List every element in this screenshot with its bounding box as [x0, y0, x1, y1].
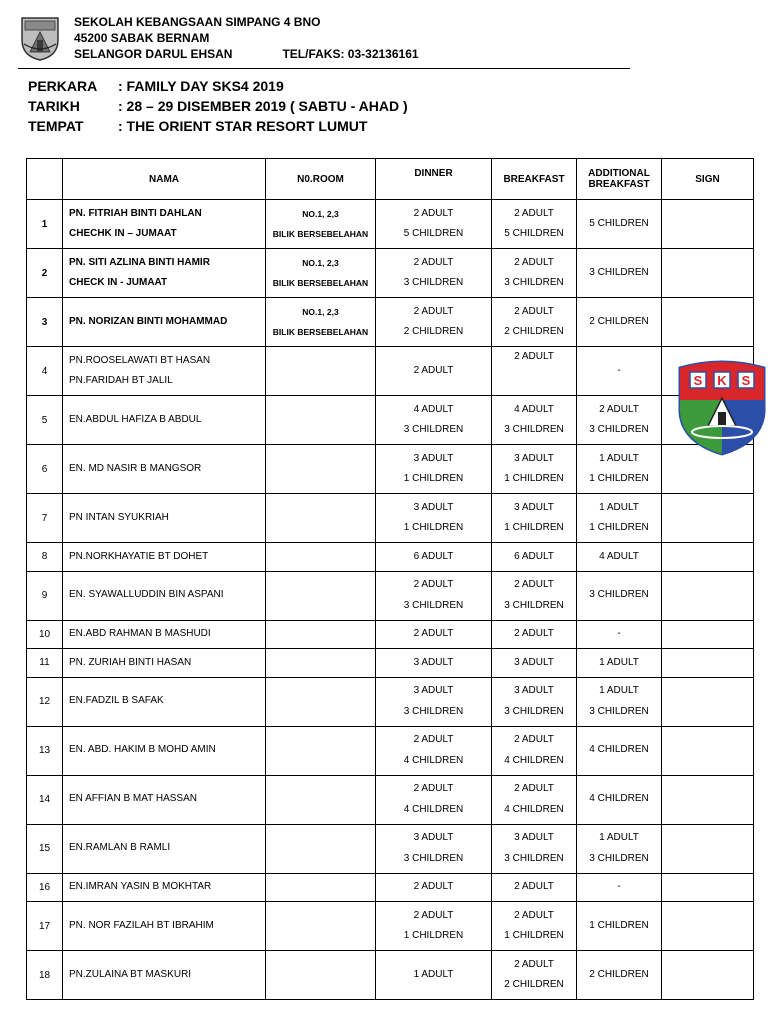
additional-breakfast-cell-line: 2 CHILDREN	[589, 315, 649, 327]
dinner-cell-line: 1 CHILDREN	[403, 522, 464, 533]
room-cell	[266, 494, 376, 543]
name-cell	[63, 445, 266, 494]
attendance-table	[26, 158, 754, 1000]
breakfast-cell-line: 4 CHILDREN	[504, 803, 564, 815]
breakfast-cell-line: 2 ADULT	[514, 256, 554, 268]
dinner-cell	[376, 494, 492, 543]
breakfast-cell	[492, 873, 577, 902]
dinner-cell-line: 3 ADULT	[413, 832, 454, 843]
additional-breakfast-cell	[577, 396, 662, 445]
dinner-cell-line: 2 ADULT	[413, 207, 454, 219]
additional-breakfast-cell	[577, 951, 662, 1000]
name-cell	[63, 824, 266, 873]
breakfast-cell	[492, 445, 577, 494]
header-sign: SIGN	[662, 159, 754, 200]
additional-breakfast-cell-line: -	[617, 364, 621, 376]
name-cell-line: EN. SYAWALLUDDIN BIN ASPANI	[69, 589, 224, 601]
room-cell-line: NO.1, 2,3	[302, 306, 339, 317]
name-cell	[63, 494, 266, 543]
header-room: N0.ROOM	[266, 159, 376, 200]
breakfast-cell-line: 2 ADULT	[514, 351, 554, 362]
sign-cell[interactable]	[662, 775, 754, 824]
room-cell-line: BILIK BERSEBELAHAN	[272, 278, 369, 288]
dinner-cell	[376, 726, 492, 775]
additional-breakfast-cell-line: 3 CHILDREN	[589, 589, 649, 601]
dinner-cell	[376, 677, 492, 726]
additional-breakfast-cell-line: -	[617, 881, 621, 892]
additional-breakfast-cell-line: 4 CHILDREN	[589, 744, 649, 756]
school-address-block	[74, 14, 419, 62]
dinner-cell	[376, 347, 492, 396]
row-number: 8	[27, 543, 63, 572]
breakfast-cell	[492, 396, 577, 445]
name-cell-line: PN. ZURIAH BINTI HASAN	[69, 656, 192, 668]
row-number: 1	[27, 200, 63, 249]
additional-breakfast-cell	[577, 445, 662, 494]
sign-cell[interactable]	[662, 571, 754, 620]
breakfast-cell	[492, 620, 577, 649]
additional-breakfast-cell	[577, 726, 662, 775]
breakfast-cell-line: 3 CHILDREN	[504, 852, 564, 864]
table-row	[27, 200, 754, 249]
name-cell	[63, 775, 266, 824]
additional-breakfast-cell	[577, 543, 662, 572]
sign-cell[interactable]	[662, 649, 754, 678]
header-additional-line1: ADDITIONAL	[588, 168, 650, 179]
telephone-fax: TEL/FAKS: 03-32136161	[282, 47, 419, 61]
room-cell-line: BILIK BERSEBELAHAN	[272, 327, 369, 337]
breakfast-cell	[492, 494, 577, 543]
dinner-cell	[376, 620, 492, 649]
additional-breakfast-cell-line: 3 CHILDREN	[589, 852, 649, 864]
event-details	[28, 76, 408, 136]
breakfast-cell-line: 1 CHILDREN	[504, 930, 564, 941]
name-cell-line: PN.NORKHAYATIE BT DOHET	[69, 550, 209, 562]
dinner-cell	[376, 873, 492, 902]
name-cell	[63, 649, 266, 678]
additional-breakfast-cell	[577, 200, 662, 249]
dinner-cell-line: 2 ADULT	[413, 256, 454, 268]
table-header-row	[27, 159, 754, 200]
room-cell	[266, 677, 376, 726]
table-row	[27, 902, 754, 951]
name-cell	[63, 677, 266, 726]
room-cell-line: NO.1, 2,3	[302, 257, 339, 268]
breakfast-cell-line: 2 ADULT	[514, 305, 554, 317]
name-cell	[63, 347, 266, 396]
name-cell	[63, 951, 266, 1000]
room-cell	[266, 726, 376, 775]
additional-breakfast-cell	[577, 494, 662, 543]
room-cell-line: NO.1, 2,3	[302, 208, 339, 219]
breakfast-cell-line: 2 ADULT	[514, 579, 554, 590]
row-number: 13	[27, 726, 63, 775]
name-cell-line: EN.RAMLAN B RAMLI	[69, 842, 171, 854]
sign-cell[interactable]	[662, 902, 754, 951]
dinner-cell	[376, 396, 492, 445]
breakfast-cell-line: 1 CHILDREN	[504, 473, 564, 484]
dinner-cell-line: 2 CHILDREN	[403, 326, 464, 337]
additional-breakfast-cell	[577, 902, 662, 951]
row-number: 7	[27, 494, 63, 543]
room-cell	[266, 298, 376, 347]
dinner-cell	[376, 824, 492, 873]
breakfast-cell	[492, 677, 577, 726]
breakfast-cell-line: 3 ADULT	[514, 685, 554, 696]
additional-breakfast-cell	[577, 298, 662, 347]
name-cell-line: EN. ABD. HAKIM B MOHD AMIN	[69, 744, 216, 756]
additional-breakfast-cell-line: 3 CHILDREN	[589, 266, 649, 278]
room-cell	[266, 873, 376, 902]
additional-breakfast-cell-line: 2 CHILDREN	[589, 968, 649, 980]
table-row	[27, 677, 754, 726]
breakfast-cell-line: 3 CHILDREN	[504, 599, 564, 611]
name-cell	[63, 298, 266, 347]
room-cell	[266, 902, 376, 951]
room-cell	[266, 396, 376, 445]
dinner-cell-line: 6 ADULT	[413, 550, 454, 562]
dinner-cell-line: 3 CHILDREN	[403, 705, 464, 717]
name-cell-line: PN. NOR FAZILAH BT IBRAHIM	[69, 919, 214, 931]
header-dinner: DINNER	[376, 159, 492, 200]
name-cell	[63, 873, 266, 902]
breakfast-cell-line: 2 ADULT	[514, 734, 554, 745]
room-cell	[266, 775, 376, 824]
name-cell-line: PN. FITRIAH BINTI DAHLAN	[69, 207, 202, 219]
name-cell-line: PN. NORIZAN BINTI MOHAMMAD	[69, 315, 228, 327]
row-number: 18	[27, 951, 63, 1000]
sign-cell[interactable]	[662, 620, 754, 649]
name-cell	[63, 396, 266, 445]
logo-letter-k: K	[717, 373, 727, 388]
table-row	[27, 445, 754, 494]
dinner-cell-line: 3 ADULT	[413, 501, 454, 513]
breakfast-cell-line: 2 CHILDREN	[504, 326, 564, 337]
breakfast-cell	[492, 649, 577, 678]
school-name: SEKOLAH KEBANGSAAN SIMPANG 4 BNO	[74, 15, 321, 29]
additional-breakfast-cell-line: 1 ADULT	[599, 832, 639, 843]
additional-breakfast-cell-line: 1 ADULT	[599, 685, 639, 696]
name-cell-line: PN.FARIDAH BT JALIL	[69, 375, 173, 386]
breakfast-cell	[492, 951, 577, 1000]
header-breakfast: BREAKFAST	[492, 159, 577, 200]
table-row	[27, 873, 754, 902]
tarikh-label: TARIKH	[28, 98, 80, 114]
sign-cell[interactable]	[662, 494, 754, 543]
additional-breakfast-cell	[577, 249, 662, 298]
breakfast-cell	[492, 775, 577, 824]
dinner-cell-line: 3 CHILDREN	[403, 599, 464, 611]
additional-breakfast-cell-line: 4 CHILDREN	[589, 793, 649, 805]
sign-cell[interactable]	[662, 249, 754, 298]
table-body	[27, 200, 754, 1000]
row-number: 15	[27, 824, 63, 873]
additional-breakfast-cell-line: 1 CHILDREN	[589, 919, 649, 931]
additional-breakfast-cell-line: 1 ADULT	[599, 501, 639, 513]
table-row	[27, 298, 754, 347]
dinner-cell	[376, 249, 492, 298]
tarikh-value: : 28 – 29 DISEMBER 2019 ( SABTU - AHAD )	[118, 98, 408, 114]
dinner-cell-line: 3 CHILDREN	[403, 424, 464, 435]
table-row	[27, 649, 754, 678]
header-no	[27, 159, 63, 200]
row-number: 3	[27, 298, 63, 347]
table-row	[27, 620, 754, 649]
breakfast-cell	[492, 726, 577, 775]
sign-cell[interactable]	[662, 951, 754, 1000]
dinner-cell-line: 3 CHILDREN	[403, 277, 464, 288]
breakfast-cell-line: 3 ADULT	[514, 656, 554, 668]
room-cell	[266, 620, 376, 649]
name-cell	[63, 902, 266, 951]
dinner-cell-line: 3 ADULT	[413, 452, 454, 464]
dinner-cell-line: 2 ADULT	[413, 305, 454, 317]
dinner-cell	[376, 298, 492, 347]
tempat-value: : THE ORIENT STAR RESORT LUMUT	[118, 118, 368, 134]
name-cell-line: EN.ABDUL HAFIZA B ABDUL	[69, 413, 202, 425]
tempat-label: TEMPAT	[28, 118, 84, 134]
dinner-cell	[376, 951, 492, 1000]
dinner-cell-line: 4 CHILDREN	[403, 803, 464, 815]
breakfast-cell-line: 2 ADULT	[514, 958, 554, 970]
dinner-cell-line: 2 ADULT	[413, 579, 454, 590]
row-number: 14	[27, 775, 63, 824]
breakfast-cell-line: 2 ADULT	[514, 207, 554, 219]
additional-breakfast-cell-line: 5 CHILDREN	[589, 217, 649, 229]
logo-letter-s1: S	[693, 373, 703, 388]
dinner-cell	[376, 649, 492, 678]
breakfast-cell	[492, 571, 577, 620]
additional-breakfast-cell-line: -	[617, 628, 621, 639]
breakfast-cell-line: 3 ADULT	[514, 452, 554, 464]
dinner-cell	[376, 775, 492, 824]
table-row	[27, 824, 754, 873]
sign-cell[interactable]	[662, 677, 754, 726]
header-additional-line2: BREAKFAST	[588, 179, 650, 190]
table-row	[27, 347, 754, 396]
row-number: 5	[27, 396, 63, 445]
dinner-cell-line: 4 CHILDREN	[403, 754, 464, 766]
additional-breakfast-cell-line: 1 CHILDREN	[589, 522, 649, 533]
sign-cell[interactable]	[662, 824, 754, 873]
name-cell-line: EN.ABD RAHMAN B MASHUDI	[69, 628, 211, 639]
dinner-cell-line: 4 ADULT	[413, 403, 454, 415]
additional-breakfast-cell-line: 2 ADULT	[599, 403, 639, 415]
breakfast-cell-line: 3 CHILDREN	[504, 705, 564, 717]
dinner-cell-line: 2 ADULT	[413, 881, 454, 892]
name-cell-line: CHECHK IN – JUMAAT	[69, 228, 177, 239]
room-cell	[266, 951, 376, 1000]
dinner-cell-line: 1 CHILDREN	[403, 473, 464, 484]
address-line-1: 45200 SABAK BERNAM	[74, 31, 210, 45]
sign-cell[interactable]	[662, 200, 754, 249]
sign-cell[interactable]	[662, 543, 754, 572]
additional-breakfast-cell	[577, 677, 662, 726]
table-row	[27, 726, 754, 775]
dinner-cell-line: 3 ADULT	[413, 656, 454, 668]
room-cell	[266, 445, 376, 494]
room-cell-line: BILIK BERSEBELAHAN	[272, 229, 369, 239]
dinner-cell-line: 2 ADULT	[413, 783, 454, 794]
dinner-cell	[376, 445, 492, 494]
name-cell-line: EN.FADZIL B SAFAK	[69, 695, 164, 707]
dinner-cell-line: 2 ADULT	[413, 628, 454, 639]
additional-breakfast-cell	[577, 571, 662, 620]
additional-breakfast-cell	[577, 873, 662, 902]
name-cell-line: PN INTAN SYUKRIAH	[69, 511, 169, 523]
breakfast-cell-line: 5 CHILDREN	[504, 228, 564, 239]
additional-breakfast-cell-line: 1 CHILDREN	[589, 473, 649, 484]
row-number: 4	[27, 347, 63, 396]
dinner-cell-line: 2 ADULT	[413, 364, 454, 376]
dinner-cell	[376, 902, 492, 951]
dinner-cell-line: 1 ADULT	[413, 968, 454, 980]
additional-breakfast-cell	[577, 775, 662, 824]
name-cell-line: CHECK IN - JUMAAT	[69, 277, 168, 288]
breakfast-cell-line: 2 ADULT	[514, 628, 554, 639]
breakfast-cell-line: 4 ADULT	[514, 403, 554, 415]
sks-logo	[676, 360, 768, 456]
breakfast-cell-line: 2 ADULT	[514, 881, 554, 892]
dinner-cell-line: 3 ADULT	[413, 685, 454, 696]
room-cell	[266, 543, 376, 572]
additional-breakfast-cell-line: 3 CHILDREN	[589, 424, 649, 435]
room-cell	[266, 571, 376, 620]
row-number: 2	[27, 249, 63, 298]
school-crest-logo	[18, 14, 62, 62]
additional-breakfast-cell-line: 4 ADULT	[599, 550, 639, 562]
breakfast-cell	[492, 347, 577, 396]
breakfast-cell	[492, 298, 577, 347]
name-cell	[63, 571, 266, 620]
table-row	[27, 494, 754, 543]
name-cell-line: EN AFFIAN B MAT HASSAN	[69, 793, 197, 805]
additional-breakfast-cell	[577, 620, 662, 649]
perkara-value: : FAMILY DAY SKS4 2019	[118, 78, 284, 94]
sign-cell[interactable]	[662, 873, 754, 902]
breakfast-cell-line: 3 CHILDREN	[504, 277, 564, 288]
dinner-cell	[376, 200, 492, 249]
additional-breakfast-cell	[577, 824, 662, 873]
breakfast-cell	[492, 543, 577, 572]
breakfast-cell	[492, 824, 577, 873]
room-cell	[266, 347, 376, 396]
name-cell	[63, 620, 266, 649]
perkara-label: PERKARA	[28, 78, 98, 94]
room-cell	[266, 249, 376, 298]
row-number: 12	[27, 677, 63, 726]
additional-breakfast-cell-line: 1 ADULT	[599, 656, 639, 668]
name-cell	[63, 726, 266, 775]
row-number: 10	[27, 620, 63, 649]
header-nama: NAMA	[63, 159, 266, 200]
sign-cell[interactable]	[662, 726, 754, 775]
breakfast-cell	[492, 200, 577, 249]
breakfast-cell-line: 2 ADULT	[514, 909, 554, 921]
table-row	[27, 249, 754, 298]
address-line-2: SELANGOR DARUL EHSAN	[74, 47, 233, 61]
breakfast-cell-line: 1 CHILDREN	[504, 522, 564, 533]
additional-breakfast-cell-line: 1 ADULT	[599, 452, 639, 464]
dinner-cell-line: 2 ADULT	[413, 734, 454, 745]
dinner-cell-line: 3 CHILDREN	[403, 852, 464, 864]
name-cell-line: PN. SITI AZLINA BINTI HAMIR	[69, 256, 210, 268]
additional-breakfast-cell	[577, 347, 662, 396]
dinner-cell-line: 5 CHILDREN	[403, 228, 464, 239]
row-number: 9	[27, 571, 63, 620]
name-cell	[63, 249, 266, 298]
breakfast-cell-line: 3 CHILDREN	[504, 424, 564, 435]
table-row	[27, 571, 754, 620]
room-cell	[266, 649, 376, 678]
breakfast-cell	[492, 249, 577, 298]
breakfast-cell	[492, 902, 577, 951]
header-additional-breakfast	[577, 159, 662, 200]
table-row	[27, 775, 754, 824]
breakfast-cell-line: 3 ADULT	[514, 501, 554, 513]
breakfast-cell-line: 2 ADULT	[514, 783, 554, 794]
name-cell	[63, 543, 266, 572]
table-row	[27, 396, 754, 445]
room-cell	[266, 824, 376, 873]
logo-letter-s2: S	[741, 373, 751, 388]
row-number: 17	[27, 902, 63, 951]
table-row	[27, 951, 754, 1000]
dinner-cell-line: 1 CHILDREN	[403, 930, 464, 941]
header-divider	[18, 68, 630, 69]
name-cell-line: EN.IMRAN YASIN B MOKHTAR	[69, 881, 212, 892]
row-number: 11	[27, 649, 63, 678]
row-number: 16	[27, 873, 63, 902]
row-number: 6	[27, 445, 63, 494]
breakfast-cell-line: 6 ADULT	[514, 550, 554, 562]
name-cell-line: PN.ROOSELAWATI BT HASAN	[69, 354, 211, 366]
breakfast-cell-line: 2 CHILDREN	[504, 979, 564, 990]
additional-breakfast-cell-line: 3 CHILDREN	[589, 705, 649, 717]
table-row	[27, 543, 754, 572]
name-cell-line: EN. MD NASIR B MANGSOR	[69, 462, 202, 474]
additional-breakfast-cell	[577, 649, 662, 678]
dinner-cell	[376, 543, 492, 572]
dinner-cell	[376, 571, 492, 620]
room-cell	[266, 200, 376, 249]
dinner-cell-line: 2 ADULT	[413, 909, 454, 921]
breakfast-cell-line: 4 CHILDREN	[504, 754, 564, 766]
sign-cell[interactable]	[662, 298, 754, 347]
breakfast-cell-line: 3 ADULT	[514, 832, 554, 843]
name-cell-line: PN.ZULAINA BT MASKURI	[69, 968, 192, 980]
name-cell	[63, 200, 266, 249]
